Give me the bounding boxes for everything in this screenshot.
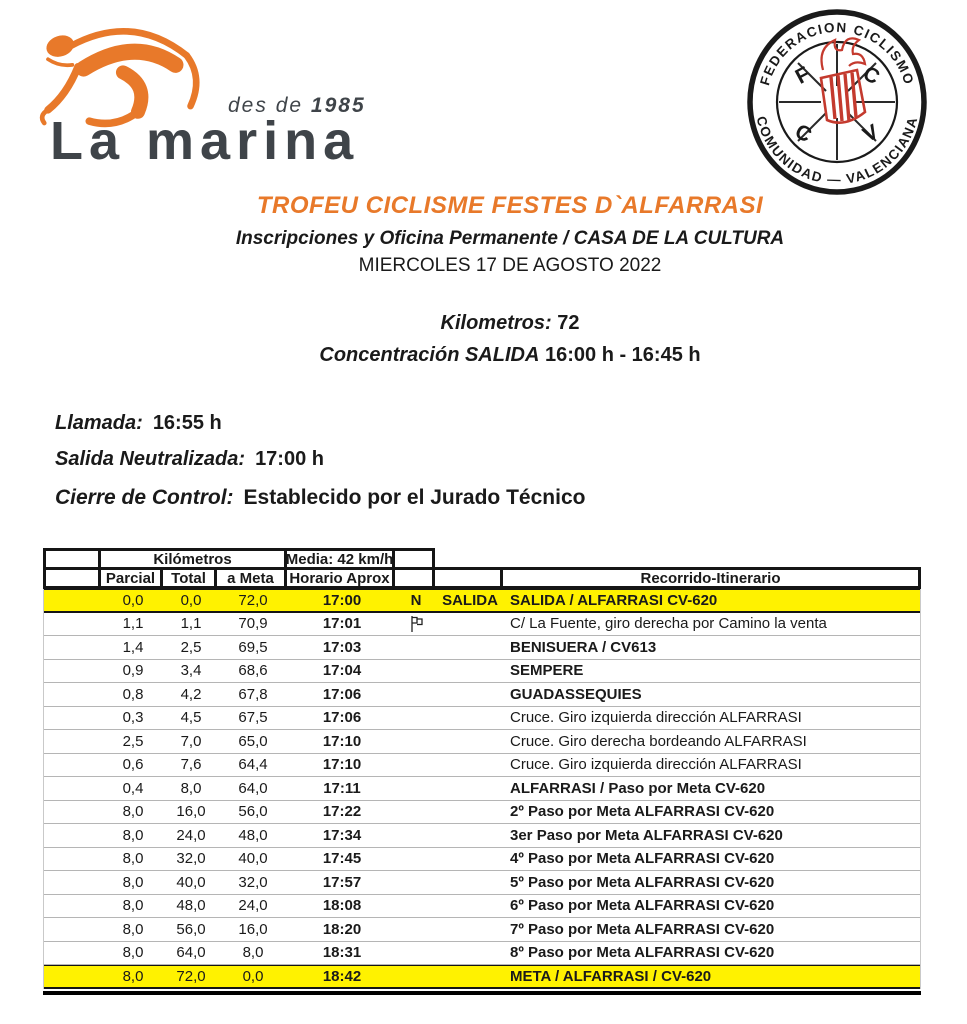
itinerary-row: [44, 636, 920, 660]
cell-km-a-meta: 69,5: [238, 638, 268, 656]
cell-horario: 18:31: [322, 944, 362, 962]
stamp-top-text: FEDERACION CICLISMO: [757, 19, 917, 88]
header-blank-cell: [43, 567, 101, 589]
itinerary-row: [44, 942, 920, 966]
stamp-letter-v: V: [859, 120, 883, 148]
kilometros-label: Kilometros:: [440, 312, 552, 334]
cell-km-a-meta: 67,5: [238, 709, 268, 727]
header-a-meta: a Meta: [217, 567, 287, 589]
header-blank-n: [395, 567, 435, 589]
header-blank-tag: [435, 567, 503, 589]
cell-km-total: 72,0: [176, 967, 206, 985]
header-total: Total: [163, 567, 217, 589]
itinerary-row: [44, 871, 920, 895]
header-kilometros: Kilómetros: [101, 548, 287, 570]
cell-km-a-meta: 0,0: [242, 967, 264, 985]
cell-km-total: 48,0: [176, 897, 206, 915]
cell-km-total: 16,0: [176, 803, 206, 821]
cell-horario: 17:00: [322, 591, 362, 609]
stamp-letter-f: F: [791, 62, 814, 89]
cell-km-total: 3,4: [180, 662, 202, 680]
cell-horario: 17:34: [322, 826, 362, 844]
itinerary-row: [44, 754, 920, 778]
cell-km-a-meta: 16,0: [238, 920, 268, 938]
llamada-label: Llamada:: [55, 412, 143, 434]
cell-km-total: 40,0: [176, 873, 206, 891]
cell-recorrido: BENISUERA / CV613: [510, 638, 657, 656]
cell-km-a-meta: 65,0: [238, 732, 268, 750]
cell-km-total: 2,5: [180, 638, 202, 656]
cell-km-parcial: 8,0: [122, 897, 144, 915]
cell-horario: 17:10: [322, 732, 362, 750]
cell-horario: 17:10: [322, 756, 362, 774]
cell-km-a-meta: 64,0: [238, 779, 268, 797]
cell-recorrido: Cruce. Giro derecha bordeando ALFARRASI: [510, 732, 807, 750]
cell-km-parcial: 0,8: [122, 685, 144, 703]
cell-km-parcial: 8,0: [122, 850, 144, 868]
cell-km-total: 1,1: [180, 615, 202, 633]
event-date: MIERCOLES 17 DE AGOSTO 2022: [358, 255, 662, 276]
cell-horario: 18:20: [322, 920, 362, 938]
itinerary-row: [44, 707, 920, 731]
cierre-control-line: [55, 486, 585, 510]
stamp-crest: [821, 38, 865, 122]
cell-km-a-meta: 64,4: [238, 756, 268, 774]
page-subtitle: Inscripciones y Oficina Permanente / CASA DE LA CULTURA: [235, 228, 785, 249]
cell-km-parcial: 8,0: [122, 920, 144, 938]
itinerary-row: [44, 801, 920, 825]
itinerary-row: [44, 730, 920, 754]
kilometros-line: [60, 312, 960, 335]
cell-km-parcial: 2,5: [122, 732, 144, 750]
cell-horario: 17:04: [322, 662, 362, 680]
header-recorrido: Recorrido-Itinerario: [503, 567, 921, 589]
salida-neutralizada-value: 17:00 h: [255, 448, 324, 470]
cell-km-parcial: 1,4: [122, 638, 144, 656]
cell-recorrido: 4º Paso por Meta ALFARRASI CV-620: [510, 850, 775, 868]
cell-km-a-meta: 32,0: [238, 873, 268, 891]
concentracion-label: Concentración SALIDA: [319, 344, 540, 366]
cell-km-parcial: 0,9: [122, 662, 144, 680]
cell-recorrido: 7º Paso por Meta ALFARRASI CV-620: [510, 920, 775, 938]
cell-marker: N: [410, 591, 422, 609]
cell-horario: 17:22: [322, 803, 362, 821]
cell-km-a-meta: 70,9: [238, 615, 268, 633]
cell-km-a-meta: 72,0: [238, 591, 268, 609]
salida-neutralizada-line: [55, 448, 324, 471]
cell-recorrido: 2º Paso por Meta ALFARRASI CV-620: [510, 803, 775, 821]
logo-tagline-year: 1985: [310, 94, 366, 117]
federation-stamp-seal: [745, 8, 935, 198]
cell-recorrido: 6º Paso por Meta ALFARRASI CV-620: [510, 897, 775, 915]
cell-km-parcial: 0,0: [122, 591, 144, 609]
itinerary-row: [44, 589, 920, 613]
cell-tag: SALIDA: [442, 591, 498, 609]
cell-recorrido: 8º Paso por Meta ALFARRASI CV-620: [510, 944, 775, 962]
cell-km-total: 56,0: [176, 920, 206, 938]
cell-horario: 18:08: [322, 897, 362, 915]
cell-km-a-meta: 40,0: [238, 850, 268, 868]
header-media: Media: 42 km/h: [287, 548, 395, 570]
table-bottom-border: [43, 991, 921, 996]
cell-recorrido: GUADASSEQUIES: [510, 685, 642, 703]
table-header-row-2: [43, 567, 921, 589]
cell-km-parcial: 8,0: [122, 967, 144, 985]
la-marina-logo: [28, 18, 448, 193]
cell-horario: 17:57: [322, 873, 362, 891]
stamp-letter-c2: C: [791, 119, 816, 148]
itinerary-row: [44, 777, 920, 801]
cell-km-total: 0,0: [180, 591, 202, 609]
concentracion-line: [60, 344, 960, 367]
cell-km-parcial: 8,0: [122, 803, 144, 821]
cell-horario: 17:11: [323, 779, 361, 797]
cell-recorrido: Cruce. Giro izquierda dirección ALFARRASI: [510, 756, 802, 774]
cell-recorrido: C/ La Fuente, giro derecha por Camino la venta: [510, 615, 827, 633]
cell-km-a-meta: 8,0: [242, 944, 264, 962]
cell-km-a-meta: 67,8: [238, 685, 268, 703]
kilometros-value: 72: [557, 312, 580, 334]
cell-km-total: 7,0: [180, 732, 202, 750]
itinerary-row: [44, 848, 920, 872]
stamp-bottom-text: COMUNIDAD — VALENCIANA: [753, 114, 921, 188]
page-title: TROFEU CICLISME FESTES D`ALFARRASI: [256, 192, 764, 219]
cell-km-total: 64,0: [176, 944, 206, 962]
concentracion-value: 16:00 h - 16:45 h: [544, 344, 701, 366]
cell-horario: 17:03: [322, 638, 362, 656]
cell-km-total: 24,0: [176, 826, 206, 844]
itinerary-row: [44, 613, 920, 637]
cell-km-a-meta: 24,0: [238, 897, 268, 915]
cell-horario: 17:06: [322, 709, 362, 727]
cell-recorrido: META / ALFARRASI / CV-620: [510, 967, 712, 985]
cell-km-parcial: 1,1: [122, 615, 144, 633]
itinerary-row: [44, 683, 920, 707]
cell-recorrido: Cruce. Giro izquierda dirección ALFARRASI: [510, 709, 802, 727]
cell-km-parcial: 8,0: [122, 826, 144, 844]
llamada-value: 16:55 h: [152, 412, 222, 434]
cell-km-parcial: 8,0: [122, 873, 144, 891]
cell-km-parcial: 0,3: [122, 709, 144, 727]
cell-horario: 17:01: [322, 615, 362, 633]
logo-tagline-light: des de: [228, 94, 304, 117]
cell-recorrido: SEMPERE: [510, 662, 584, 680]
cell-km-total: 8,0: [180, 779, 202, 797]
flag-icon: [396, 615, 436, 633]
cell-recorrido: SALIDA / ALFARRASI CV-620: [510, 591, 718, 609]
cell-km-parcial: 0,4: [122, 779, 144, 797]
cell-horario: 17:45: [322, 850, 362, 868]
itinerary-row: [44, 918, 920, 942]
cell-km-total: 4,5: [180, 709, 202, 727]
cell-recorrido: 3er Paso por Meta ALFARRASI CV-620: [510, 826, 783, 844]
cell-horario: 17:06: [322, 685, 362, 703]
stamp-letter-c1: C: [859, 61, 884, 90]
cell-km-total: 4,2: [180, 685, 202, 703]
cell-km-a-meta: 56,0: [238, 803, 268, 821]
itinerary-row: [44, 965, 920, 989]
cierre-control-value: Establecido por el Jurado Técnico: [243, 486, 586, 509]
cell-km-total: 32,0: [176, 850, 206, 868]
itinerary-row: [44, 895, 920, 919]
salida-neutralizada-label: Salida Neutralizada:: [55, 448, 246, 470]
logo-brand-text: La marina: [50, 111, 360, 171]
cell-km-a-meta: 68,6: [238, 662, 268, 680]
cell-km-parcial: 0,6: [122, 756, 144, 774]
header-horario-aprox: Horario Aprox: [287, 567, 395, 589]
cell-horario: 18:42: [322, 967, 362, 985]
itinerary-table-body: [43, 589, 921, 989]
itinerary-row: [44, 660, 920, 684]
cell-km-total: 7,6: [180, 756, 202, 774]
itinerary-row: [44, 824, 920, 848]
itinerary-table: [43, 548, 921, 995]
cell-km-parcial: 8,0: [122, 944, 144, 962]
cell-recorrido: ALFARRASI / Paso por Meta CV-620: [510, 779, 766, 797]
cell-recorrido: 5º Paso por Meta ALFARRASI CV-620: [510, 873, 775, 891]
header-parcial: Parcial: [101, 567, 163, 589]
cell-km-a-meta: 48,0: [238, 826, 268, 844]
llamada-line: [55, 412, 222, 435]
cierre-control-label: Cierre de Control:: [55, 486, 234, 509]
